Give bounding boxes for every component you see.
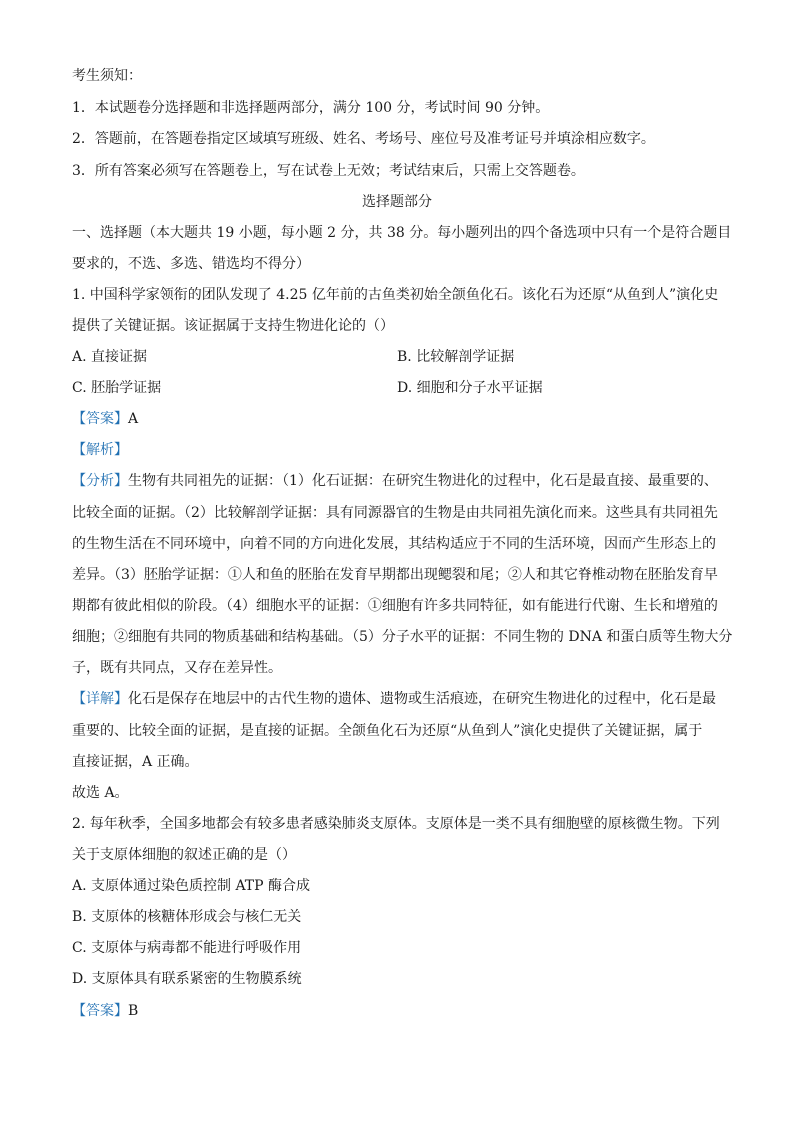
q1-option-c: C. 胚胎学证据 — [72, 380, 162, 396]
q1-fenxi-line-4: 差异。（3）胚胎学证据：①人和鱼的胚胎在发育早期都出现鳃裂和尾；②人和其它脊椎动物在胚胎发育早 — [72, 567, 718, 583]
q2-option-a: A. 支原体通过染色质控制 ATP 酶合成 — [72, 878, 311, 894]
q1-fenxi-line-2: 比较全面的证据。（2）比较解剖学证据：具有同源器官的生物是由共同祖先演化而来。这些具有共同祖先 — [72, 505, 718, 521]
q1-conclusion: 故选 A。 — [72, 785, 129, 801]
analysis-tag: 【解析】 — [72, 442, 128, 458]
q1-option-b: B. 比较解剖学证据 — [397, 349, 515, 365]
q1-analysis-heading — [72, 440, 128, 460]
q2-stem-line-2: 关于支原体细胞的叙述正确的是（） — [72, 847, 296, 863]
q2-stem-line-1: 2. 每年秋季，全国多地都会有较多患者感染肺炎支原体。支原体是一类不具有细胞壁的原核微生物。下列 — [72, 816, 720, 832]
part-intro-line-2: 要求的，不选、多选、错选均不得分） — [72, 256, 310, 272]
q1-answer — [72, 409, 138, 429]
q1-fenxi-line-3: 的生物生活在不同环境中，向着不同的方向进化发展，其结构适应于不同的生活环境，因而产生形态上的 — [72, 536, 716, 552]
notice-item-2: 2．答题前，在答题卷指定区域填写班级、姓名、考场号、座位号及准考证号并填涂相应数字。 — [72, 131, 655, 147]
q1-fenxi-line-6: 细胞；②细胞有共同的物质基础和结构基础。（5）分子水平的证据：不同生物的 DNA 和蛋白质等生物大分 — [72, 629, 733, 645]
q2-answer — [72, 1001, 138, 1021]
q1-option-d: D. 细胞和分子水平证据 — [397, 380, 543, 396]
q1-stem-line-2: 提供了关键证据。该证据属于支持生物进化论的（） — [72, 318, 394, 334]
answer-value: B — [128, 1003, 139, 1019]
fenxi-text: 生物有共同祖先的证据：（1）化石证据：在研究生物进化的过程中，化石是最直接、最重要的、 — [128, 473, 718, 489]
q1-detail-line-1 — [72, 689, 716, 709]
q2-option-c: C. 支原体与病毒都不能进行呼吸作用 — [72, 940, 302, 956]
part-intro-line-1: 一、选择题（本大题共 19 小题，每小题 2 分，共 38 分。每小题列出的四个备选项中只有一个是符合题目 — [72, 225, 732, 241]
q1-fenxi-line-5: 期都有彼此相似的阶段。（4）细胞水平的证据：①细胞有许多共同特征，如有能进行代谢、生长和增殖的 — [72, 598, 718, 614]
notice-heading: 考生须知： — [72, 68, 142, 84]
q1-option-a: A. 直接证据 — [72, 349, 148, 365]
q1-detail-line-3: 直接证据，A 正确。 — [72, 754, 199, 770]
notice-item-3: 3．所有答案必须写在答题卷上，写在试卷上无效；考试结束后，只需上交答题卷。 — [72, 163, 585, 179]
detail-tag: 【详解】 — [72, 691, 128, 707]
fenxi-tag: 【分析】 — [72, 473, 128, 489]
q2-option-b: B. 支原体的核糖体形成会与核仁无关 — [72, 909, 302, 925]
answer-tag: 【答案】 — [72, 411, 128, 427]
q1-fenxi-line-1 — [72, 471, 718, 491]
q1-fenxi-line-7: 子，既有共同点，又存在差异性。 — [72, 660, 282, 676]
section-title: 选择题部分 — [362, 194, 432, 210]
answer-value: A — [128, 411, 139, 427]
detail-text: 化石是保存在地层中的古代生物的遗体、遗物或生活痕迹，在研究生物进化的过程中，化石是最 — [128, 691, 716, 707]
q1-detail-line-2: 重要的、比较全面的证据，是直接的证据。全颌鱼化石为还原“从鱼到人”演化史提供了关键证据，属于 — [72, 723, 703, 739]
q2-option-d: D. 支原体具有联系紧密的生物膜系统 — [72, 971, 302, 987]
q1-stem-line-1: 1. 中国科学家领衔的团队发现了 4.25 亿年前的古鱼类初始全颌鱼化石。该化石为还原“从鱼到人”演化史 — [72, 287, 719, 303]
notice-item-1: 1．本试题卷分选择题和非选择题两部分，满分 100 分，考试时间 90 分钟。 — [72, 100, 550, 116]
answer-tag: 【答案】 — [72, 1003, 128, 1019]
